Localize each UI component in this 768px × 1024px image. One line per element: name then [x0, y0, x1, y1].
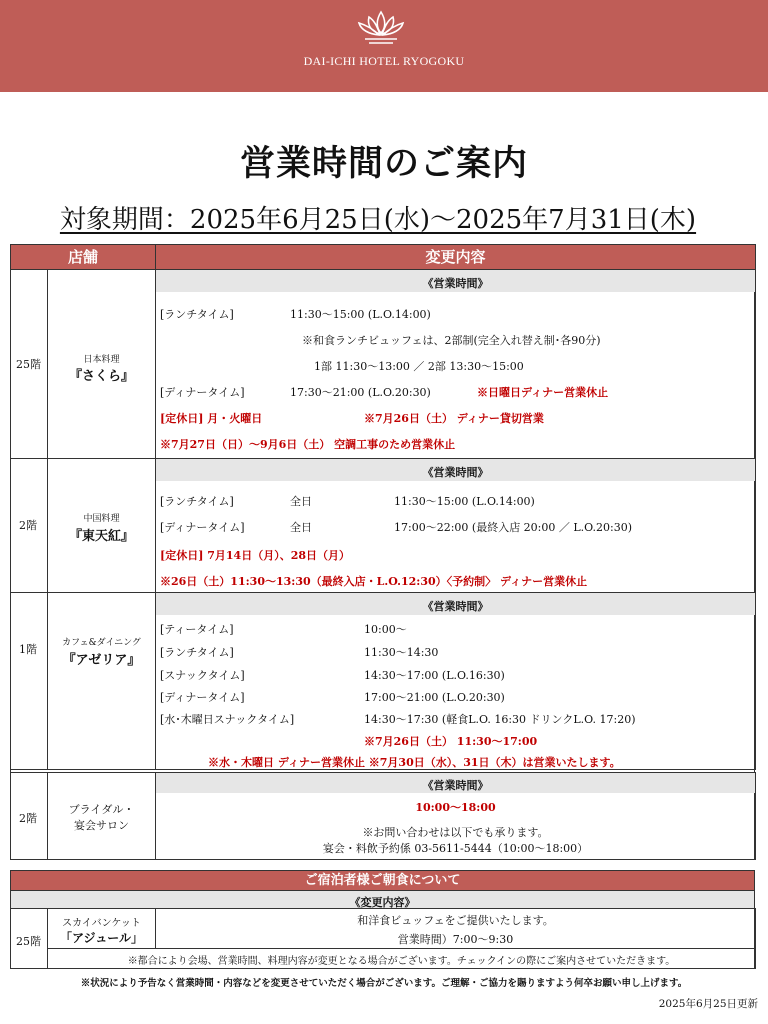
sakura-name-cell: [47, 269, 156, 459]
sakura-floor: 25階: [16, 358, 41, 371]
breakfast-table: [10, 870, 755, 969]
bridal-details-cell: [155, 772, 756, 860]
azalea-row-4-label: [水･木曜日スナックタイム]: [160, 713, 295, 726]
totenko-lunch-time: 11:30～15:00 (L.O.14:00): [394, 495, 535, 508]
azalea-name-cell: [47, 592, 156, 770]
lotus-logo-icon: [355, 8, 407, 48]
sakura-dinner-label: [ディナータイム]: [160, 386, 245, 399]
sakura-buffet-note: ※和食ランチビュッフェは、2部制(完全入れ替え制･各90分): [302, 334, 601, 347]
bridal-floor: 2階: [19, 812, 37, 825]
breakfast-heading-band: [11, 871, 754, 891]
breakfast-name-cell: [47, 908, 156, 949]
changes-column-label: 変更内容: [425, 248, 486, 266]
totenko-holiday: [定休日] 7月14日（月）、28日（月）: [160, 549, 351, 562]
bridal-hours: 10:00～18:00: [415, 801, 496, 814]
azalea-row-1-label: [ランチタイム]: [160, 646, 234, 659]
totenko-details-cell: [155, 458, 756, 593]
table-header-changes: [155, 244, 756, 270]
totenko-dinner-time: 17:00～22:00 (最終入店 20:00 ／ L.O.20:30): [394, 521, 633, 534]
bridal-contact: 宴会・料飲予約係 03-5611-5444（10:00～18:00）: [322, 842, 589, 855]
sakura-name: 『さくら』: [68, 369, 134, 384]
totenko-floor-cell: [10, 458, 48, 593]
azalea-details-cell: [155, 592, 756, 770]
breakfast-heading: ご宿泊者様ご朝食について: [304, 873, 461, 888]
bridal-section-label: 《営業時間》: [422, 779, 489, 792]
totenko-lunch-day: 全日: [290, 495, 312, 508]
breakfast-sub-heading: 《変更内容》: [349, 896, 416, 909]
sakura-private-event: ※7月26日（土） ディナー貸切営業: [364, 412, 544, 425]
azalea-row-2-label: [スナックタイム]: [160, 669, 245, 682]
updated-date: 2025年6月25日更新: [658, 998, 758, 1010]
sakura-dinner-note: ※日曜日ディナー営業休止: [477, 386, 609, 399]
hotel-header: [0, 0, 768, 92]
azalea-row-3-label: [ディナータイム]: [160, 691, 245, 704]
azalea-row-3-time: 17:00～21:00 (L.O.20:30): [364, 691, 505, 704]
store-column-label: 店舗: [67, 248, 98, 266]
hours-table: [10, 244, 755, 860]
sakura-lunch-time: 11:30～15:00 (L.O.14:00): [290, 308, 431, 321]
sakura-closure: ※7月27日（日）～9月6日（土） 空調工事のため営業休止: [160, 438, 456, 451]
azalea-name: 『アゼリア』: [62, 653, 141, 668]
totenko-note: ※26日（土）11:30～13:30（最終入店・L.O.12:30）〈予約制〉 ディナー営業休止: [160, 575, 588, 588]
breakfast-note-cell: [47, 948, 756, 969]
sakura-genre: 日本料理: [83, 355, 120, 365]
totenko-genre: 中国料理: [83, 514, 120, 524]
breakfast-genre: スカイバンケット: [62, 918, 141, 929]
totenko-floor: 2階: [19, 519, 37, 532]
totenko-dinner-day: 全日: [290, 521, 312, 534]
totenko-dinner-label: [ディナータイム]: [160, 521, 245, 534]
table-header-store: [10, 244, 156, 270]
azalea-section-label: 《営業時間》: [422, 600, 489, 613]
sakura-floor-cell: [10, 269, 48, 459]
breakfast-line1: 和洋食ビュッフェをご提供いたします。: [357, 914, 554, 927]
breakfast-details-cell: [155, 908, 756, 949]
hotel-brand-name: DAI-ICHI HOTEL RYOGOKU: [303, 54, 465, 68]
page-title: 営業時間のご案内: [239, 143, 528, 184]
azalea-floor: 1階: [19, 643, 37, 656]
breakfast-floor-cell: [10, 908, 48, 969]
azalea-note: ※水・木曜日 ディナー営業休止 ※7月30日（水）、31日（木）は営業いたします。: [208, 756, 621, 769]
azalea-genre: カフェ&ダイニング: [62, 638, 141, 648]
breakfast-floor: 25階: [16, 935, 41, 948]
sakura-details-cell: [155, 269, 756, 459]
sakura-lunch-label: [ランチタイム]: [160, 308, 234, 321]
bridal-inquiry: ※お問い合わせは以下でも承ります。: [362, 826, 549, 839]
sakura-buffet-parts: 1部 11:30～13:00 ／ 2部 13:30～15:00: [314, 360, 524, 373]
azalea-row-1-time: 11:30～14:30: [364, 646, 439, 659]
totenko-name: 『東天紅』: [68, 529, 134, 544]
totenko-section-label: 《営業時間》: [422, 466, 489, 479]
totenko-lunch-label: [ランチタイム]: [160, 495, 234, 508]
azalea-floor-cell: [10, 592, 48, 770]
breakfast-note: ※都合により会場、営業時間、料理内容が変更となる場合がございます。チェックインの際にご案内させていただきます。: [127, 956, 676, 967]
sakura-section-label: 《営業時間》: [422, 277, 489, 290]
bridal-floor-cell: [10, 772, 48, 860]
totenko-name-cell: [47, 458, 156, 593]
sakura-holiday: [定休日] 月・火曜日: [160, 412, 263, 425]
azalea-row-0-time: 10:00～: [364, 623, 407, 636]
bridal-name-line1: ブライダル・: [68, 803, 135, 816]
sakura-dinner-time: 17:30～21:00 (L.O.20:30): [290, 386, 431, 399]
bridal-name-cell: [47, 772, 156, 860]
bridal-name-line2: 宴会サロン: [74, 819, 129, 832]
target-period: 対象期間：2025年6月25日(水)～2025年7月31日(木): [59, 205, 697, 235]
azalea-row-0-label: [ティータイム]: [160, 623, 234, 636]
azalea-special: ※7月26日（土） 11:30～17:00: [364, 735, 538, 748]
azalea-row-4-time: 14:30～17:30 (軽食L.O. 16:30 ドリンクL.O. 17:20): [364, 713, 636, 726]
breakfast-name: 「アジュール」: [59, 931, 144, 945]
breakfast-line2: 営業時間）7:00～9:30: [397, 933, 514, 946]
disclaimer-footnote: ※状況により予告なく営業時間・内容などを変更させていただく場合がございます。ご理解・ご協力を賜りますよう何卒お願い申し上げます。: [80, 978, 688, 989]
azalea-row-2-time: 14:30～17:00 (L.O.16:30): [364, 669, 505, 682]
